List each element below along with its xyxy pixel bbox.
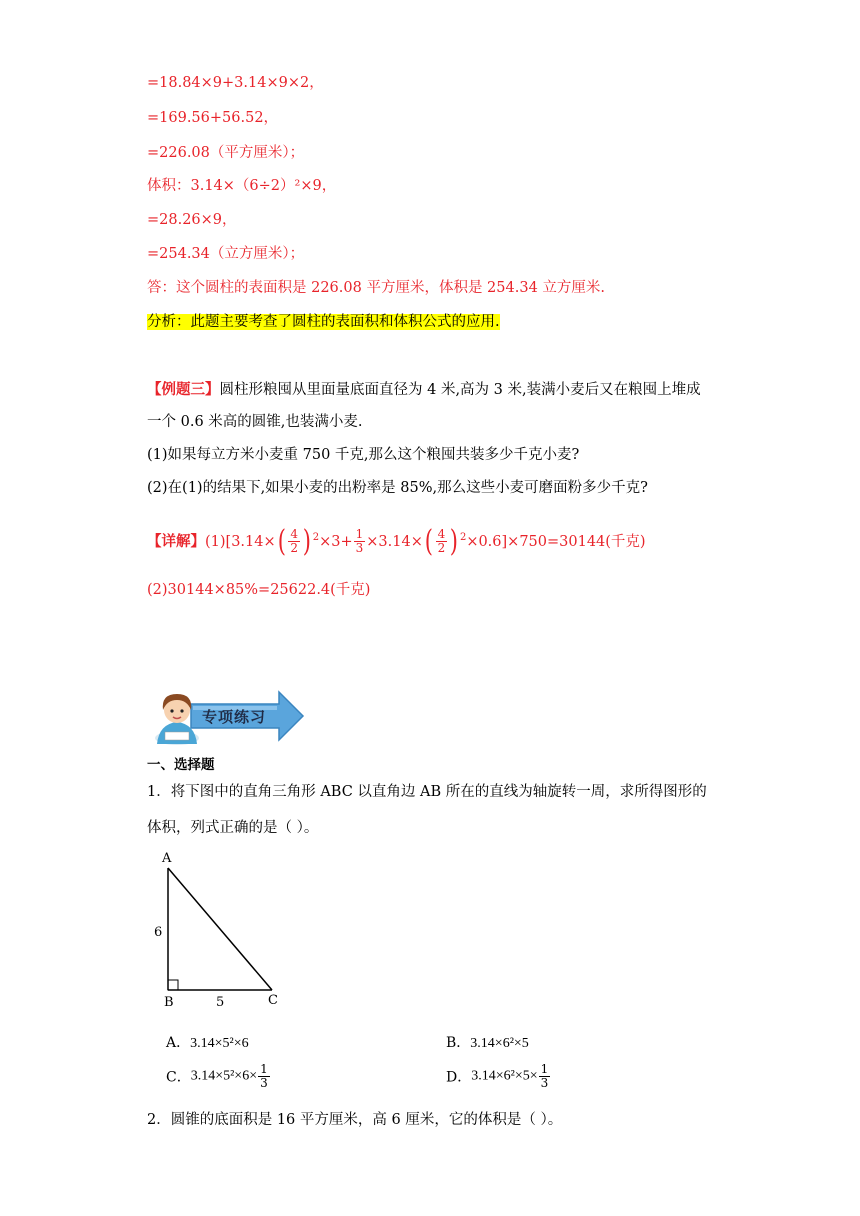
side-bc-label: 5 bbox=[216, 995, 225, 1010]
option-b[interactable]: B．3.14×6²×5 bbox=[446, 1035, 529, 1051]
option-c[interactable]: C．3.14×5²×6× $\frac{1}{3}$ bbox=[166, 1062, 268, 1090]
answer-line: 答：这个圆柱的表面积是 226.08 平方厘米，体积是 254.34 立方厘米. bbox=[147, 280, 606, 296]
option-a[interactable]: A．3.14×5²×6 bbox=[166, 1035, 249, 1051]
q2-line: 2．圆锥的底面积是 16 平方厘米，高 6 厘米，它的体积是（ ）。 bbox=[147, 1112, 563, 1128]
example3-tag: 【例题三】 bbox=[147, 381, 220, 398]
exponent-1: 2 bbox=[312, 532, 320, 543]
example3-line1 bbox=[147, 380, 701, 400]
detail-formula: 【详解】(1)[3.14×( $\frac{4}{2}$ ) $^2$×3+ $\frac{1}{3}$ ×3.14×( $\frac{4}{2}$ ) $^2$×0.6]×750=30144(千克) bbox=[147, 523, 646, 559]
detail-part-a: (1)[3.14× bbox=[205, 533, 276, 550]
vertex-a-label: A bbox=[162, 851, 172, 866]
q1-line1: 1．将下图中的直角三角形 ABC 以直角边 AB 所在的直线为轴旋转一周，求所得图形的 bbox=[147, 784, 707, 800]
banner-label: 专项练习 bbox=[202, 708, 267, 726]
section-title: 一、选择题 bbox=[147, 757, 215, 773]
vertex-b-label: B bbox=[164, 995, 174, 1010]
example3-line2: 一个 0.6 米高的圆锥,也装满小麦. bbox=[147, 414, 363, 430]
solution-line-6: =254.34（立方厘米）； bbox=[147, 246, 305, 262]
option-d[interactable]: D．3.14×6²×5× $\frac{1}{3}$ bbox=[446, 1062, 549, 1090]
detail-line2: (2)30144×85%=25622.4(千克) bbox=[147, 582, 371, 598]
example3-q1: (1)如果每立方米小麦重 750 千克,那么这个粮囤共装多少千克小麦? bbox=[147, 447, 580, 463]
solution-line-5: =28.26×9， bbox=[147, 212, 237, 228]
example3-q2: (2)在(1)的结果下,如果小麦的出粉率是 85%,那么这些小麦可磨面粉多少千克? bbox=[147, 480, 648, 496]
vertex-c-label: C bbox=[268, 993, 278, 1008]
exponent-3: 2 bbox=[459, 532, 467, 543]
triangle-figure bbox=[150, 848, 290, 1010]
fraction-4-over-2-b: $\frac{4}{2}$ bbox=[437, 527, 446, 556]
fraction-4-over-2-a: $\frac{4}{2}$ bbox=[290, 527, 298, 556]
q1-line2: 体积，列式正确的是（ ）。 bbox=[147, 820, 319, 836]
solution-line-2: =169.56+56.52， bbox=[147, 110, 279, 126]
option-d-fraction: $\frac{1}{3}$ bbox=[540, 1062, 549, 1090]
detail-part-b: ×3+ bbox=[319, 533, 353, 550]
detail-part-c: ×3.14× bbox=[366, 533, 423, 550]
option-c-fraction: $\frac{1}{3}$ bbox=[260, 1062, 268, 1090]
fraction-1-over-3: $\frac{1}{3}$ bbox=[355, 527, 364, 556]
example3-text1: 圆柱形粮囤从里面量底面直径为 4 米,高为 3 米,装满小麦后又在粮囤上堆成 bbox=[219, 382, 701, 398]
analysis-text: 分析：此题主要考查了圆柱的表面积和体积公式的应用. bbox=[147, 314, 500, 330]
solution-line-3: =226.08（平方厘米）； bbox=[147, 145, 305, 161]
solution-line-4: 体积：3.14×（6÷2）²×9， bbox=[147, 178, 337, 194]
side-ab-label: 6 bbox=[154, 925, 163, 940]
solution-line-1: =18.84×9+3.14×9×2， bbox=[147, 75, 324, 91]
detail-tag: 【详解】 bbox=[147, 532, 205, 550]
detail-part-d: ×0.6]×750=30144(千克) bbox=[466, 533, 646, 550]
